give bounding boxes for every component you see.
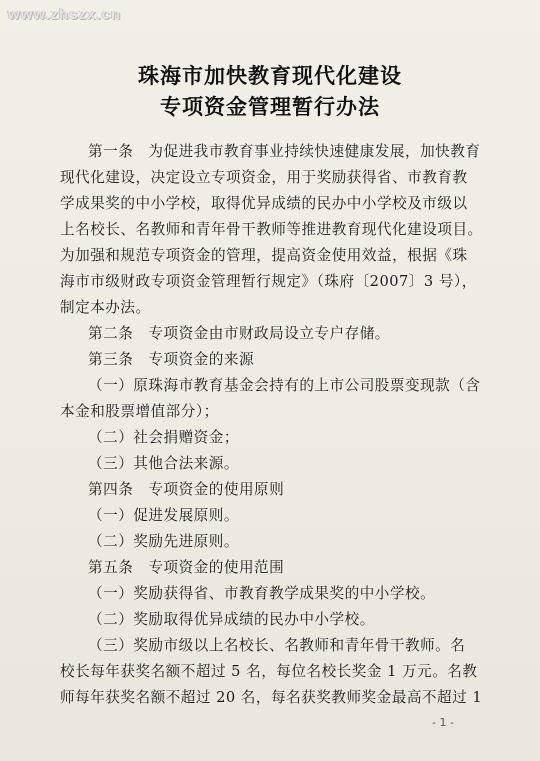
body-line: （一）原珠海市教育基金会持有的上市公司股票变现款（含 (88, 377, 481, 394)
body-line: （一）奖励获得省、市教育教学成果奖的中小学校。 (88, 585, 436, 602)
body-line: 第四条 专项资金的使用原则 (88, 481, 285, 498)
body-line: （一）促进发展原则。 (88, 507, 239, 524)
watermark: www.zhszx.cn (8, 6, 122, 23)
body-line: 制定本办法。 (60, 299, 151, 316)
body-line: 第一条 为促进我市教育事业持续快速健康发展，加快教育 (88, 143, 481, 160)
body-line: （二）奖励取得优异成绩的民办中小学校。 (88, 611, 375, 628)
body-line: （二）社会捐赠资金； (88, 429, 239, 446)
body-line: （三）奖励市级以上名校长、名教师和青年骨干教师。名 (88, 637, 466, 654)
body-line: 校长每年获奖名额不超过 5 名，每位名校长奖金 1 万元。名教 (60, 663, 478, 680)
body-line: 第五条 专项资金的使用范围 (88, 559, 285, 576)
body-line: （三）其他合法来源。 (88, 455, 239, 472)
document-title-line-1: 珠海市加快教育现代化建设 (138, 63, 402, 88)
page-number: - 1 - (432, 716, 454, 729)
body-line: 师每年获奖名额不超过 20 名，每名获奖教师奖金最高不超过 1 (60, 689, 483, 706)
body-line: 学成果奖的中小学校，取得优异成绩的民办中小学校及市级以 (60, 195, 468, 212)
body-line: 现代化建设，决定设立专项资金，用于奖励获得省、市教育教 (60, 169, 468, 186)
body-line: 第三条 专项资金的来源 (88, 351, 255, 368)
document-title-line-2: 专项资金管理暂行办法 (160, 94, 380, 119)
body-line: 本金和股票增值部分）； (60, 403, 219, 420)
body-line: 为加强和规范专项资金的管理，提高资金使用效益，根据《珠 (60, 247, 468, 264)
body-line: 第二条 专项资金由市财政局设立专户存储。 (88, 325, 390, 342)
body-line: （二）奖励先进原则。 (88, 533, 239, 550)
body-line: 上名校长、名教师和青年骨干教师等推进教育现代化建设项目。 (60, 221, 483, 238)
body-line: 海市市级财政专项资金管理暂行规定》（珠府〔2007〕3 号）， (60, 273, 477, 290)
